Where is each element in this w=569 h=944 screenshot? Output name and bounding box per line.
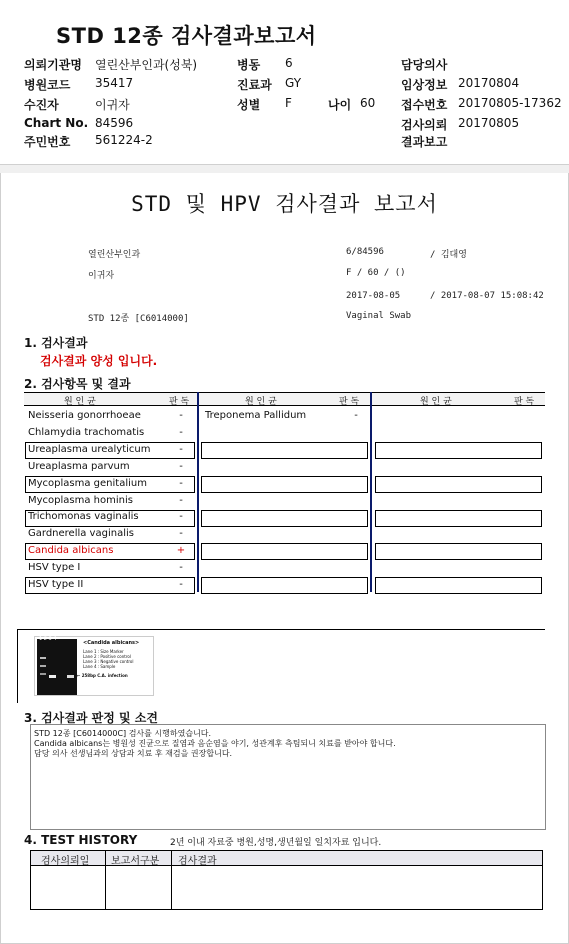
receipt-value: 20170805-17362 xyxy=(458,96,562,110)
doctor-label: 담당의사 xyxy=(401,58,448,72)
history-col-divider xyxy=(171,851,172,909)
age-value: 60 xyxy=(360,96,376,110)
opinion-line: Candida albicans는 병원성 진균으로 질염과 음순염을 야기, 성관계후 측팀되니 치료를 받아야 합니다. xyxy=(34,739,396,748)
gel-legend-line: Lane 4 : Sample xyxy=(83,664,116,669)
pathogen-label: HSV type I xyxy=(28,562,81,573)
grid-header-verdict: 판 독 xyxy=(169,397,190,407)
hosp-code-value: 35417 xyxy=(95,76,134,90)
section-opinion-heading: 3. 검사결과 판정 및 소견 xyxy=(24,711,158,725)
grid-row-box xyxy=(375,510,542,527)
report-header xyxy=(0,0,569,170)
pathogen-label: Mycoplasma genitalium xyxy=(28,478,147,489)
pathogen-label: Neisseria gonorrhoeae xyxy=(28,410,141,421)
opinion-box xyxy=(30,724,546,830)
chart-value: 84596 xyxy=(95,116,134,130)
report-doctor-ref: / 김대영 xyxy=(430,250,467,260)
history-col-result: 검사결과 xyxy=(178,856,217,867)
report-date-reported: / 2017-08-07 15:08:42 xyxy=(430,291,544,301)
grid-header-verdict: 판 독 xyxy=(339,397,360,407)
grid-header-col1 xyxy=(24,392,198,406)
clinical-label: 임상정보 xyxy=(401,78,448,92)
gel-electrophoresis-image xyxy=(34,636,154,696)
treponema-label: Treponema Pallidum xyxy=(205,410,307,421)
id-label: 주민번호 xyxy=(24,135,71,149)
result-label: 결과보고 xyxy=(401,135,448,149)
hosp-code-label: 병원코드 xyxy=(24,78,71,92)
dept-value: GY xyxy=(285,76,302,90)
report-chart-ref: 6/84596 xyxy=(346,247,384,257)
gel-legend-line: Lane 2 : Positive control xyxy=(83,654,131,659)
gel-lane-numbers: 1 2 3 4 xyxy=(39,636,57,642)
sex-label: 성별 xyxy=(237,98,261,112)
report-hospital: 열린산부인과 xyxy=(88,250,141,260)
patient-label: 수진자 xyxy=(24,98,59,112)
report-sex-age: F / 60 / () xyxy=(346,268,406,278)
pathogen-label: Chlamydia trachomatis xyxy=(28,427,145,438)
chart-label: Chart No. xyxy=(24,116,89,130)
report-test-code: STD 12종 [C6014000] xyxy=(88,314,189,324)
grid-row-box xyxy=(375,476,542,493)
section-history-heading: 4. TEST HISTORY xyxy=(24,833,138,847)
grid-row-box xyxy=(201,510,368,527)
grid-header-verdict: 판 독 xyxy=(514,397,535,407)
grid-header-col3 xyxy=(372,392,545,406)
gel-title: <Candida albicans> xyxy=(83,640,140,646)
patient-value: 이귀자 xyxy=(95,98,130,112)
grid-row-box xyxy=(201,442,368,459)
section-items-heading: 2. 검사항목 및 결과 xyxy=(24,377,131,391)
org-value: 열린산부인과(성북) xyxy=(95,58,198,72)
gel-legend-line: Lane 1 : Size Marker xyxy=(83,649,124,654)
pathogen-verdict: - xyxy=(179,444,183,455)
clinical-value: 20170804 xyxy=(458,76,520,90)
report-patient: 이귀자 xyxy=(88,271,115,281)
grid-row-box xyxy=(375,577,542,594)
pathogen-verdict: - xyxy=(179,410,183,421)
history-col-divider xyxy=(105,851,106,909)
opinion-line: 담당 의사 선생님과의 상담과 치료 후 재검을 권장합니다. xyxy=(34,749,233,758)
id-value: 561224-2 xyxy=(95,133,153,147)
pathogen-verdict: - xyxy=(179,427,183,438)
grid-row-box xyxy=(201,543,368,560)
pathogen-label: Ureaplasma parvum xyxy=(28,461,130,472)
pathogen-label: Trichomonas vaginalis xyxy=(28,511,139,522)
grid-divider xyxy=(197,392,199,592)
request-value: 20170805 xyxy=(458,116,520,130)
org-label: 의뢰기관명 xyxy=(24,58,82,72)
dept-label: 진료과 xyxy=(237,78,272,92)
ward-label: 병동 xyxy=(237,58,261,72)
header-title: STD 12종 검사결과보고서 xyxy=(56,24,317,48)
ward-value: 6 xyxy=(285,56,293,70)
treponema-value: - xyxy=(354,410,358,421)
report-specimen: Vaginal Swab xyxy=(346,311,412,321)
grid-header-col2 xyxy=(199,392,371,406)
grid-header-pathogen: 원 인 균 xyxy=(420,397,452,407)
request-label: 검사의뢰 xyxy=(401,118,448,132)
pathogen-label: Candida albicans xyxy=(28,545,114,556)
pathogen-verdict: + xyxy=(176,545,186,556)
gel-band-note: ← 258bp C.A. infection xyxy=(77,673,128,678)
grid-row-box xyxy=(201,577,368,594)
pathogen-verdict: - xyxy=(179,562,183,573)
history-col-report-type: 보고서구분 xyxy=(111,856,160,867)
grid-row-box xyxy=(375,543,542,560)
history-note: 2년 이내 자료중 병원,성명,생년월일 일치자료 입니다. xyxy=(170,838,382,848)
pathogen-label: Mycoplasma hominis xyxy=(28,495,133,506)
grid-header-pathogen: 원 인 균 xyxy=(64,397,96,407)
grid-divider xyxy=(370,392,372,592)
receipt-label: 접수번호 xyxy=(401,98,448,112)
pathogen-label: Gardnerella vaginalis xyxy=(28,528,134,539)
report-title: STD 및 HPV 검사결과 보고서 xyxy=(131,192,438,216)
report-date-received: 2017-08-05 xyxy=(346,291,401,301)
grid-header-pathogen: 원 인 균 xyxy=(245,397,277,407)
pathogen-verdict: - xyxy=(179,579,183,590)
pathogen-verdict: - xyxy=(179,511,183,522)
pathogen-verdict: - xyxy=(179,478,183,489)
history-col-request-date: 검사의뢰일 xyxy=(41,856,90,867)
opinion-line: STD 12종 [C6014000C] 검사를 시행하였습니다. xyxy=(34,729,212,738)
positive-result-text: 검사결과 양성 입니다. xyxy=(40,354,158,368)
gel-legend-line: Lane 3 : Negative control xyxy=(83,659,134,664)
pathogen-verdict: - xyxy=(179,495,183,506)
section-gap xyxy=(0,165,569,173)
grid-row-box xyxy=(201,476,368,493)
history-header xyxy=(31,851,542,866)
age-label: 나이 xyxy=(328,98,352,112)
pathogen-label: Ureaplasma urealyticum xyxy=(28,444,151,455)
pathogen-verdict: - xyxy=(179,461,183,472)
pathogen-label: HSV type II xyxy=(28,579,84,590)
pathogen-verdict: - xyxy=(179,528,183,539)
section-result-heading: 1. 검사결과 xyxy=(24,336,88,350)
gel-legend xyxy=(83,649,133,669)
history-table xyxy=(30,850,543,910)
sex-value: F xyxy=(285,96,292,110)
grid-row-box xyxy=(375,442,542,459)
